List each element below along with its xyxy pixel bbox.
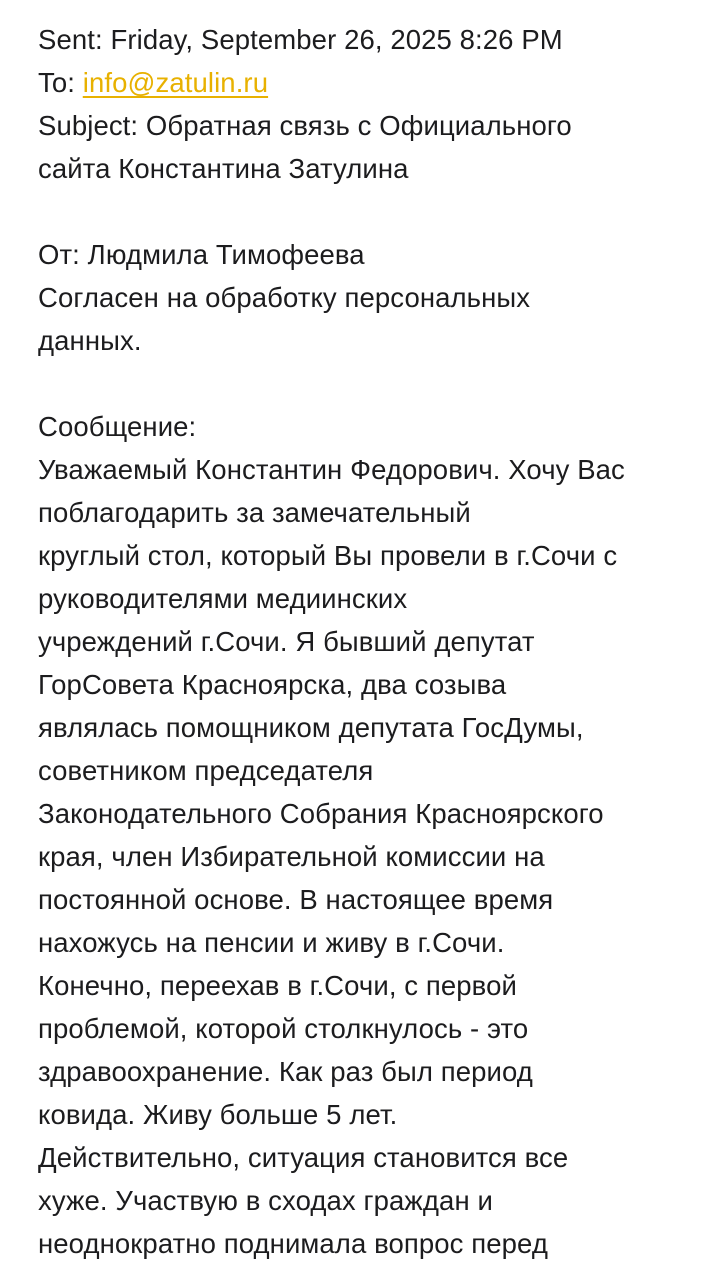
message-line: являлась помощником депутата ГосДумы,: [38, 712, 584, 743]
message-line: Уважаемый Константин Федорович. Хочу Вас: [38, 454, 625, 485]
message-line: края, член Избирательной комиссии на: [38, 841, 545, 872]
message-line: Действительно, ситуация становится все: [38, 1142, 569, 1173]
subject-label: Subject:: [38, 110, 139, 141]
message-line: советником председателя: [38, 755, 374, 786]
consent-line: Согласен на обработку персональных: [38, 282, 531, 313]
message-text: [38, 448, 718, 1265]
to-label: To:: [38, 67, 75, 98]
sent-line: [38, 18, 718, 61]
from-line: От: Людмила Тимофеева: [38, 239, 365, 270]
message-line: постоянной основе. В настоящее время: [38, 884, 554, 915]
message-line: проблемой, которой столкнулось - это: [38, 1013, 529, 1044]
subject-line-continued: сайта Константина Затулина: [38, 153, 409, 184]
message-line: Законодательного Собрания Красноярского: [38, 798, 604, 829]
message-label: Сообщение:: [38, 411, 197, 442]
message-line: поблагодарить за замечательный: [38, 497, 471, 528]
sent-label: Sent:: [38, 24, 103, 55]
to-line: [38, 61, 718, 104]
message-line: Конечно, переехав в г.Сочи, с первой: [38, 970, 517, 1001]
spacer: [38, 362, 718, 405]
subject-line: [38, 104, 718, 147]
consent-line-continued: данных.: [38, 325, 142, 356]
message-line: здравоохранение. Как раз был период: [38, 1056, 533, 1087]
message-line: руководителями медиинских: [38, 583, 408, 614]
message-line: ковида. Живу больше 5 лет.: [38, 1099, 398, 1130]
message-line: учреждений г.Сочи. Я бывший депутат: [38, 626, 535, 657]
message-line: хуже. Участвую в сходах граждан и: [38, 1185, 493, 1216]
to-email-link[interactable]: info@zatulin.ru: [82, 67, 269, 98]
sent-value: Friday, September 26, 2025 8:26 PM: [110, 24, 563, 55]
message-line: круглый стол, который Вы провели в г.Сочи с: [38, 540, 618, 571]
spacer: [38, 190, 718, 233]
message-line: ГорСовета Красноярска, два созыва: [38, 669, 507, 700]
message-line: неоднократно поднимала вопрос перед: [38, 1228, 548, 1259]
message-line: нахожусь на пенсии и живу в г.Сочи.: [38, 927, 505, 958]
subject-text-part1: Обратная связь с Официального: [145, 110, 572, 141]
email-message-body: [38, 18, 718, 1265]
